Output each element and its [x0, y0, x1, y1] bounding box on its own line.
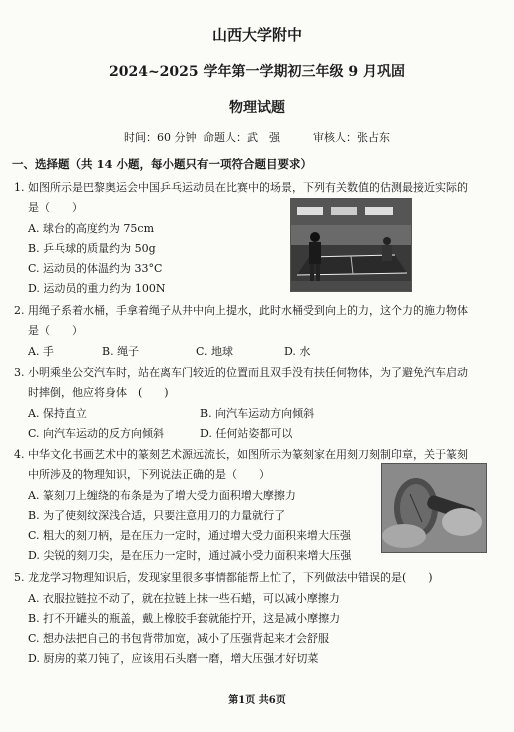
question-1-option-d: D. 运动员的重力约为 100N	[28, 282, 166, 295]
exam-title: 2024~2025 学年第一学期初三年级 9 月巩固	[108, 64, 406, 80]
question-5-option-d: D. 厨房的菜刀钝了，应该用石头磨一磨，增大压强才好切菜	[28, 652, 319, 665]
question-3-stem-line1: 3. 小明乘坐公交汽车时，站在离车门较近的位置而且双手没有扶任何物体，为了避免汽车启动	[14, 366, 468, 379]
seal-carving-illustration	[382, 464, 486, 552]
school-title: 山西大学附中	[211, 26, 302, 44]
question-4-stem-line2: 中所涉及的物理知识，下列说法正确的是（ ）	[28, 468, 270, 481]
question-1-stem-line2: 是（ ）	[28, 201, 83, 214]
question-5-option-c: C. 想办法把自己的书包背带加宽，减小了压强背起来才会舒服	[28, 632, 330, 645]
question-3-option-a: A. 保持直立	[28, 407, 87, 420]
question-1-option-c: C. 运动员的体温约为 33°C	[28, 262, 163, 275]
exam-reviewer: 审核人：张占东	[313, 131, 390, 144]
question-4-option-d: D. 尖锐的刻刀尖，是在压力一定时，通过减小受力面积来增大压强	[28, 549, 352, 562]
question-1-option-a: A. 球台的高度约为 75cm	[28, 222, 155, 235]
question-2-stem-line1: 2. 用绳子系着水桶，手拿着绳子从井中向上提水，此时水桶受到向上的力，这个力的施力物体	[14, 304, 468, 317]
question-4-option-a: A. 篆刻刀上缠绕的布条是为了增大受力面积增大摩擦力	[28, 489, 296, 502]
exam-author: 命题人：武 强	[203, 131, 280, 144]
question-1-option-b: B. 乒乓球的质量约为 50g	[28, 242, 156, 255]
subject-title: 物理试题	[229, 100, 285, 116]
question-1-stem-line1: 1. 如图所示是巴黎奥运会中国乒乓运动员在比赛中的场景，下列有关数值的估测最接近实际的	[14, 181, 468, 194]
question-5-stem: 5. 龙龙学习物理知识后，发现家里很多事情都能帮上忙了，下列做法中错误的是( )	[14, 571, 433, 584]
question-3-option-c: C. 向汽车运动的反方向倾斜	[28, 427, 165, 440]
question-2-option-a: A. 手	[28, 345, 54, 358]
page-footer: 第1页 共6页	[228, 695, 286, 706]
table-tennis-illustration	[291, 199, 411, 291]
exam-time: 时间：60 分钟	[124, 131, 197, 144]
question-2-option-d: D. 水	[284, 345, 311, 358]
table-tennis-photo	[290, 198, 412, 292]
seal-carving-photo	[381, 463, 487, 553]
question-5-option-b: B. 打不开罐头的瓶盖，戴上橡胶手套就能拧开，这是减小摩擦力	[28, 612, 341, 625]
question-4-option-c: C. 粗大的刻刀柄，是在压力一定时，通过增大受力面积来增大压强	[28, 529, 352, 542]
question-3-stem-line2: 时摔倒，他应将身体 ( )	[28, 386, 169, 399]
question-5-option-a: A. 衣服拉链拉不动了，就在拉链上抹一些石蜡，可以减小摩擦力	[28, 592, 340, 605]
question-4-stem-line1: 4. 中华文化书画艺术中的篆刻艺术源远流长，如图所示为篆刻家在用刻刀刻制印章，关于篆刻	[14, 448, 468, 461]
question-2-option-c: C. 地球	[196, 345, 234, 358]
section-heading: 一、选择题（共 14 小题，每小题只有一项符合题目要求）	[12, 157, 313, 171]
question-4-option-b: B. 为了使刻纹深浅合适，只要注意用刀的力量就行了	[28, 509, 286, 522]
question-2-option-b: B. 绳子	[102, 345, 140, 358]
question-3-option-b: B. 向汽车运动方向倾斜	[200, 407, 315, 420]
question-3-option-d: D. 任何站姿都可以	[200, 427, 293, 440]
question-2-stem-line2: 是（ ）	[28, 324, 83, 337]
